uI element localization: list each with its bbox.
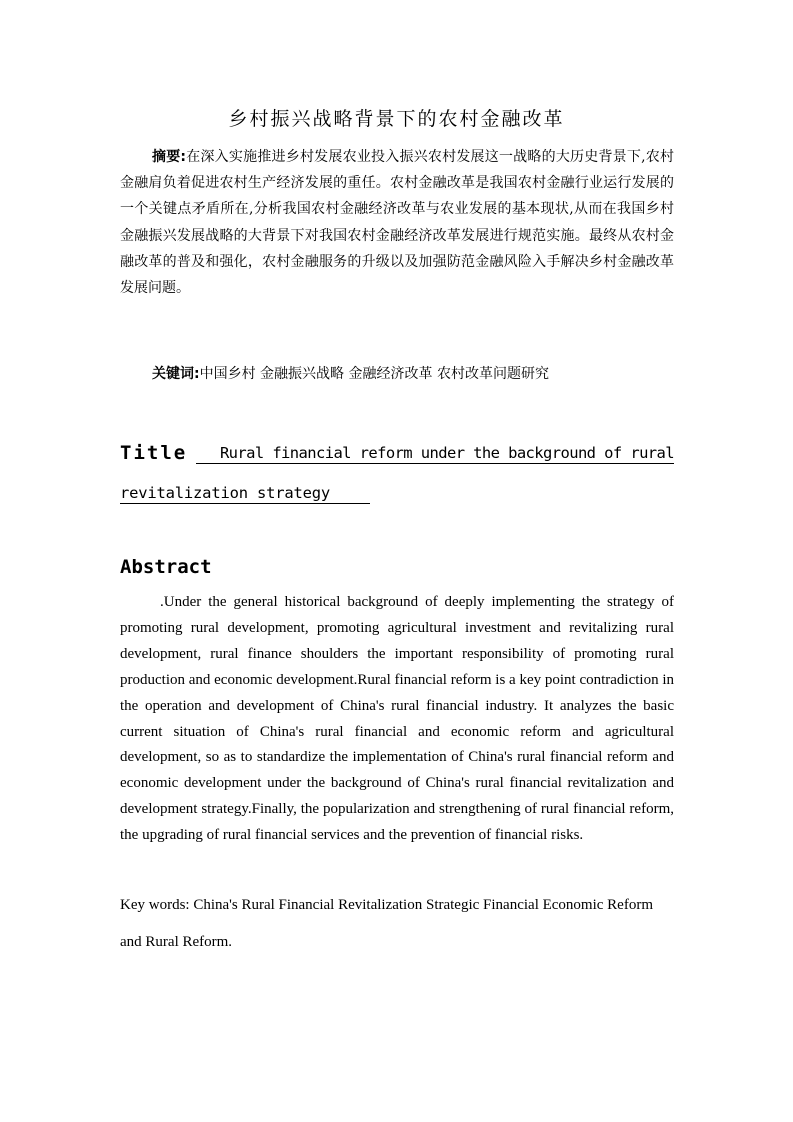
chinese-abstract-text: 在深入实施推进乡村发展农业投入振兴农村发展这一战略的大历史背景下,农村金融肩负着促进农村生产经济发展的重任。农村金融改革是我国农村金融行业运行发展的一个关键点矛盾所在,分析我国农村金融经济改革与农业发展的基本现状,从而在我国乡村金融振兴发展战略的大背景下对我国农村金融经济改革发展进行规范实施。最终从农村金融改革的普及和强化，农村金融服务的升级以及加强防范金融风险入手解决乡村金融改革发展问题。 [120,149,674,297]
english-keywords: Key words: China's Rural Financial Revitalization Strategic Financial Economic Reform and Rural Reform. [120,897,653,950]
chinese-abstract [120,144,674,301]
english-abstract-heading: Abstract [120,556,212,578]
chinese-keywords-label: 关键词: [152,366,200,382]
chinese-keywords-text: 中国乡村 金融振兴战略 金融经济改革 农村改革问题研究 [199,366,549,382]
english-title-line-1: Rural financial reform under the background of rural [196,444,674,464]
english-abstract-text: .Under the general historical background of deeply implementing the strategy of promoting rural development, promoting agricultural investment and revitalizing rural development, rural finance shoulders the important responsibility of promoting rural production and economic development.Rural financial reform is a key point contradiction in the operation and development of China's rural financial industry. It analyzes the basic current situation of China's rural financial and economic reform and agricultural development, so as to standardize the implementation of China's rural financial reform and economic development under the background of China's rural financial revitalization and development strategy.Finally, the popularization and strengthening of rural financial reform, the upgrading of rural financial services and the prevention of financial risks. [120,594,674,844]
english-title-row [120,440,674,470]
chinese-abstract-label: 摘要: [152,149,187,165]
english-title-line-2: revitalization strategy [120,484,370,504]
chinese-keywords [152,362,712,386]
english-title-label: Title [120,442,188,464]
chinese-title: 乡村振兴战略背景下的农村金融改革 [228,108,565,130]
